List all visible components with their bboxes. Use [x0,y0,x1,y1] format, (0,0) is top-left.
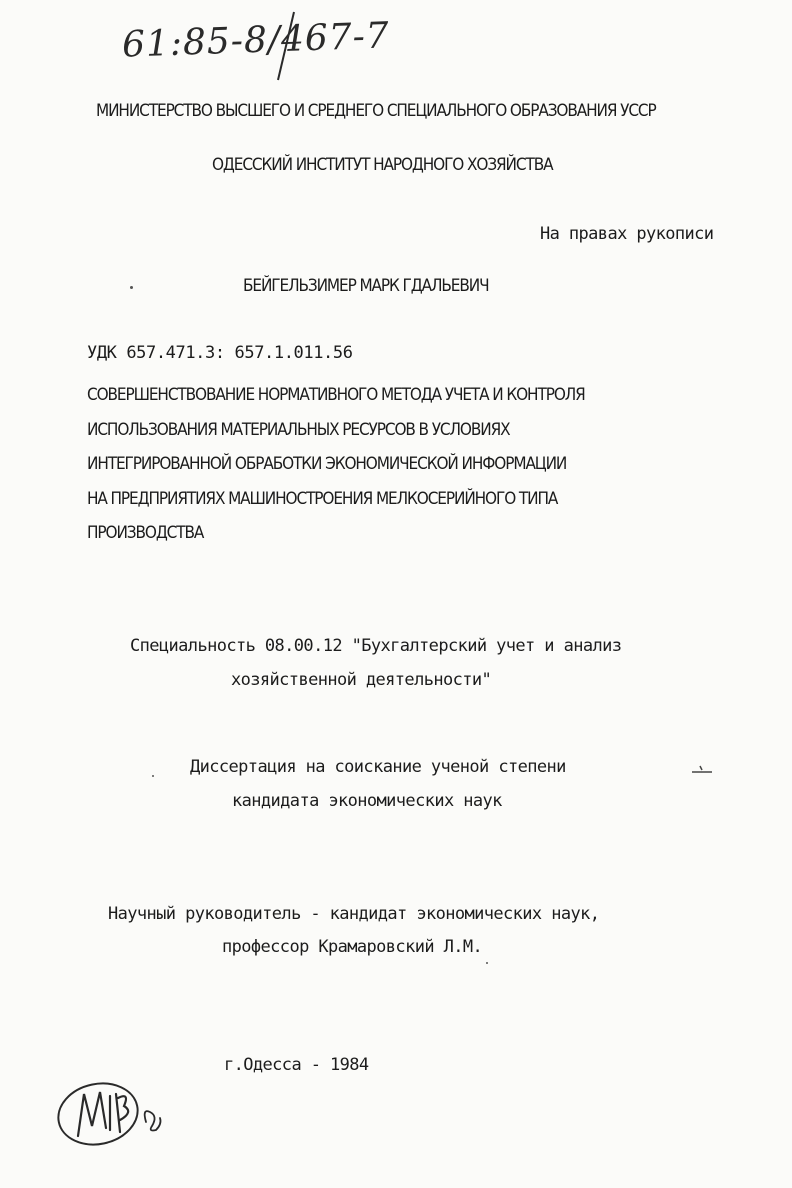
author-name: БЕЙГЕЛЬЗИМЕР МАРК ГДАЛЬЕВИЧ [243,276,489,296]
supervisor-line-2: профессор Крамаровский Л.М. [222,937,483,957]
udc-code: УДК 657.471.3: 657.1.011.56 [87,343,353,363]
title-line: ПРОИЗВОДСТВА [87,523,204,543]
supervisor-line-1: Научный руководитель - кандидат экономических наук, [108,904,600,924]
degree-line-2: кандидата экономических наук [232,791,502,811]
place-year: г.Одесса - 1984 [224,1055,369,1075]
margin-mark-icon [690,762,714,776]
specialty-line-1: Специальность 08.00.12 "Бухгалтерский учет и анализ [130,636,622,656]
scan-speck [486,962,488,964]
title-line: НА ПРЕДПРИЯТИЯХ МАШИНОСТРОЕНИЯ МЕЛКОСЕРИЙНОГО ТИПА [87,489,558,509]
library-stamp-icon [50,1072,180,1162]
ministry-heading: МИНИСТЕРСТВО ВЫСШЕГО И СРЕДНЕГО СПЕЦИАЛЬНОГО ОБРАЗОВАНИЯ УССР [96,101,656,121]
specialty-line-2: хозяйственной деятельности" [231,670,492,690]
archive-code-handwritten: 61:85-8/467-7 [121,15,391,66]
manuscript-note: На правах рукописи [540,224,714,244]
title-line: СОВЕРШЕНСТВОВАНИЕ НОРМАТИВНОГО МЕТОДА УЧЕТА И КОНТРОЛЯ [87,385,585,405]
scan-speck [152,775,154,777]
title-line: ИСПОЛЬЗОВАНИЯ МАТЕРИАЛЬНЫХ РЕСУРСОВ В УСЛОВИЯХ [87,420,510,440]
title-line: ИНТЕГРИРОВАННОЙ ОБРАБОТКИ ЭКОНОМИЧЕСКОЙ ИНФОРМАЦИИ [87,454,567,474]
scan-speck [130,286,133,289]
institute-heading: ОДЕССКИЙ ИНСТИТУТ НАРОДНОГО ХОЗЯЙСТВА [212,155,553,175]
degree-line-1: Диссертация на соискание ученой степени [190,757,566,777]
archive-code-slash-icon [270,8,300,84]
